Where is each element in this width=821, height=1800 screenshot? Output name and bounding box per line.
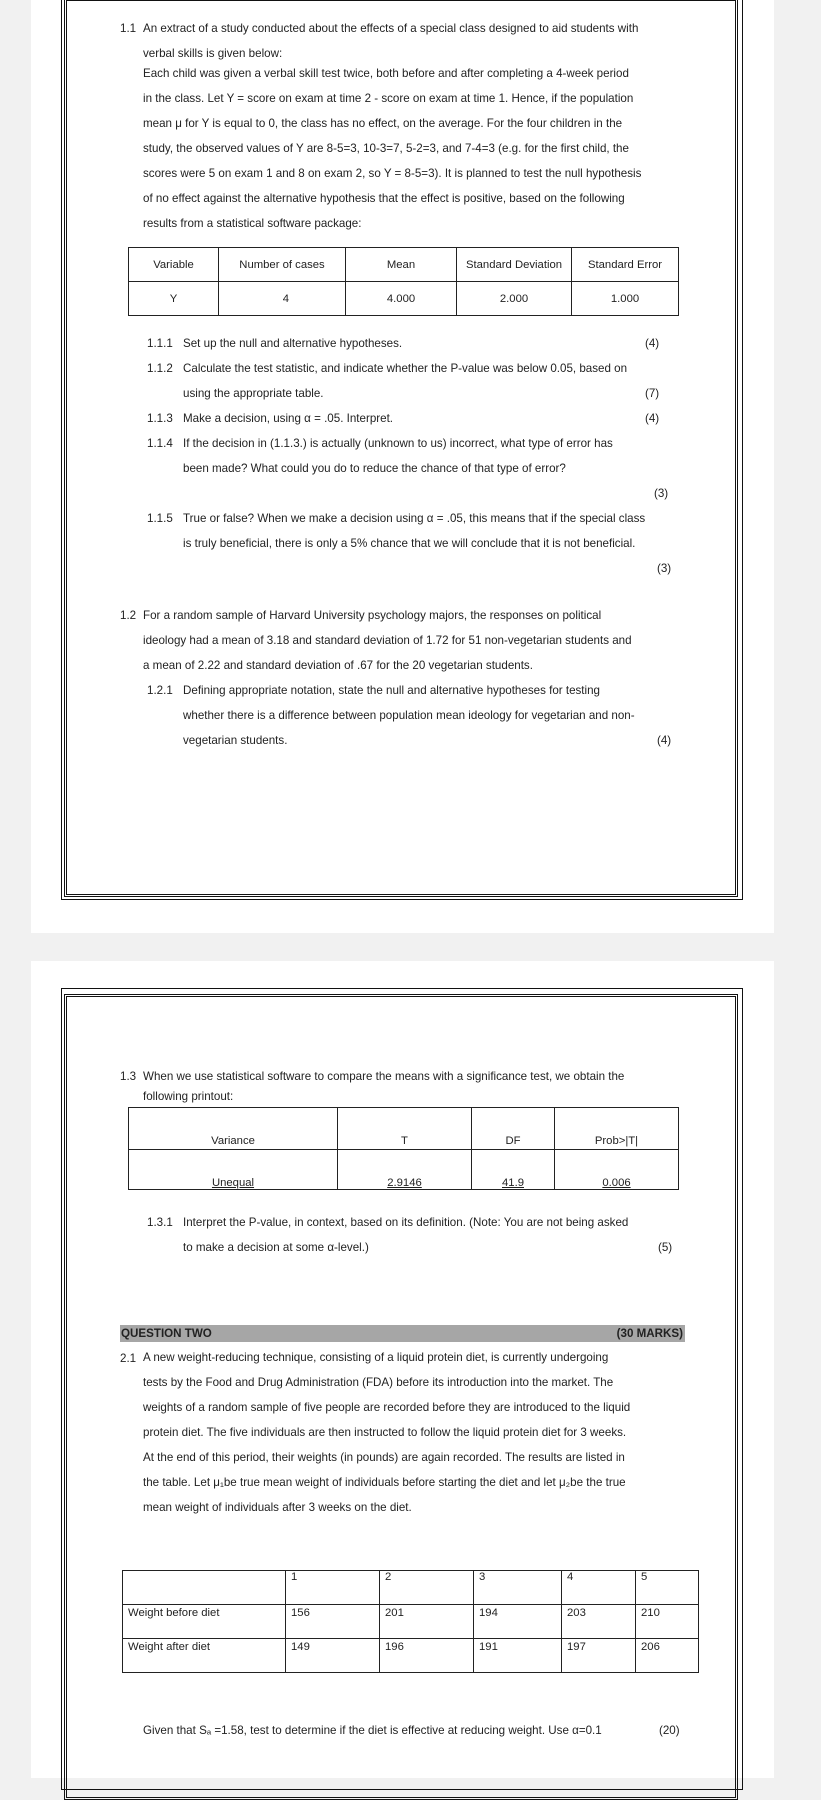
section-title: QUESTION TWO xyxy=(121,1327,212,1340)
marks-label: (5) xyxy=(658,1241,673,1254)
table-cell: 2.000 xyxy=(457,282,572,316)
printout-table xyxy=(128,1107,679,1190)
table-header: Prob>|T| xyxy=(555,1108,679,1150)
table-cell: 194 xyxy=(474,1605,562,1639)
marks-label: (4) xyxy=(645,412,660,425)
table-header: Variable xyxy=(129,248,219,282)
subquestion-text: vegetarian students. xyxy=(183,734,288,747)
table-corner xyxy=(123,1571,286,1605)
marks-label: (4) xyxy=(657,734,672,747)
table-header: Mean xyxy=(346,248,457,282)
table-header: Number of cases xyxy=(219,248,346,282)
table-header: DF xyxy=(472,1108,555,1150)
subquestion-number: 1.3.1 xyxy=(147,1216,173,1229)
table-header: 3 xyxy=(474,1571,562,1605)
table-cell: 149 xyxy=(286,1639,380,1673)
weights-table xyxy=(122,1570,699,1673)
subquestion-text: True or false? When we make a decision using α = .05, this means that if the special class xyxy=(183,512,646,525)
table-row xyxy=(129,282,679,316)
subquestion-text: Calculate the test statistic, and indicate whether the P-value was below 0.05, based on xyxy=(183,362,628,375)
table-header: 5 xyxy=(636,1571,699,1605)
document-page-2 xyxy=(31,961,774,1778)
subquestion-text: using the appropriate table. xyxy=(183,387,324,400)
table-header-row xyxy=(123,1571,699,1605)
summary-table xyxy=(128,247,679,316)
subquestion-number: 1.1.4 xyxy=(147,437,173,450)
question-paragraph: A new weight-reducing technique, consisting of a liquid protein diet, is currently undergoing tests by the Food and Drug Administration (FDA) before its introduction into the market. The weights of a random sample of five people are recorded before they are introduced to the liquid protein diet. The five individuals are then instructed to follow the liquid protein diet for 3 weeks. At the end of this period, their weights (in pounds) are again recorded. The results are listed in the table. Let μ₁be true mean weight of individuals before starting the diet and let μ₂be the true mean weight of individuals after 3 weeks on the diet. xyxy=(143,1351,631,1514)
question-number: 1.2 xyxy=(120,609,137,622)
table-row xyxy=(123,1605,699,1639)
question-number: 1.1 xyxy=(120,22,137,35)
subquestion-text: is truly beneficial, there is only a 5% chance that we will conclude that it is not beneficial. xyxy=(183,537,636,550)
table-cell: Unequal xyxy=(129,1150,338,1190)
table-cell: 0.006 xyxy=(555,1150,679,1190)
table-cell: 206 xyxy=(636,1639,699,1673)
question-text: verbal skills is given below: xyxy=(143,47,283,60)
subquestion-number: 1.1.2 xyxy=(147,362,173,375)
marks-label: (4) xyxy=(645,337,660,350)
subquestion-text: If the decision in (1.1.3.) is actually (unknown to us) incorrect, what type of error has xyxy=(183,437,613,450)
subquestion-number: 1.1.1 xyxy=(147,337,173,350)
table-header-row xyxy=(129,248,679,282)
table-cell: 4.000 xyxy=(346,282,457,316)
document-page-1 xyxy=(31,0,774,933)
subquestion-text: Defining appropriate notation, state the null and alternative hypotheses for testing xyxy=(183,684,601,697)
section-marks: (30 MARKS) xyxy=(616,1327,683,1340)
table-header-row xyxy=(129,1108,679,1150)
table-cell: 210 xyxy=(636,1605,699,1639)
marks-label: (20) xyxy=(659,1724,680,1737)
marks-label: (3) xyxy=(657,562,672,575)
table-cell: 191 xyxy=(474,1639,562,1673)
question-number: 1.3 xyxy=(120,1070,137,1083)
subquestion-number: 1.1.3 xyxy=(147,412,173,425)
table-cell: Y xyxy=(129,282,219,316)
table-header: 1 xyxy=(286,1571,380,1605)
subquestion-number: 1.2.1 xyxy=(147,684,173,697)
row-label: Weight before diet xyxy=(123,1605,286,1639)
marks-label: (7) xyxy=(645,387,660,400)
subquestion-number: 1.1.5 xyxy=(147,512,173,525)
subquestion-text: whether there is a difference between population mean ideology for vegetarian and non- xyxy=(183,709,635,722)
subquestion-text: Set up the null and alternative hypotheses. xyxy=(183,337,403,350)
table-header: Variance xyxy=(129,1108,338,1150)
question-text: An extract of a study conducted about the effects of a special class designed to aid students with xyxy=(143,22,639,35)
question-paragraph: Each child was given a verbal skill test twice, both before and after completing a 4-week period in the class. Let Y = score on exam at time 2 - score on exam at time 1. Hence, if the population mean μ for Y is equal to 0, the class has no effect, on the average. For the four children in the study, the observed values of Y are 8-5=3, 10-3=7, 5-2=3, and 7-4=3 (e.g. for the first child, the scores were 5 on exam 1 and 8 on exam 2, so Y = 8-5=3). It is planned to test the null hypothesis of no effect against the alternative hypothesis that the effect is positive, based on the following results from a statistical software package: xyxy=(143,67,642,230)
question-text: When we use statistical software to compare the means with a significance test, we obtain the xyxy=(143,1070,625,1083)
table-row xyxy=(123,1639,699,1673)
table-cell: 201 xyxy=(380,1605,474,1639)
table-row xyxy=(129,1150,679,1190)
marks-label: (3) xyxy=(654,487,669,500)
final-instruction: Given that Sₐ =1.58, test to determine if the diet is effective at reducing weight. Use α=0.1 xyxy=(143,1724,602,1737)
table-header: Standard Deviation xyxy=(457,248,572,282)
table-cell: 203 xyxy=(562,1605,636,1639)
table-cell: 41.9 xyxy=(472,1150,555,1190)
table-header: 2 xyxy=(380,1571,474,1605)
subquestion-text: Make a decision, using α = .05. Interpret. xyxy=(183,412,394,425)
question-number: 2.1 xyxy=(120,1352,137,1365)
question-text: For a random sample of Harvard University psychology majors, the responses on political xyxy=(143,609,602,622)
subquestion-text: Interpret the P-value, in context, based on its definition. (Note: You are not being asked xyxy=(183,1216,629,1229)
table-cell: 4 xyxy=(219,282,346,316)
table-cell: 197 xyxy=(562,1639,636,1673)
table-cell: 1.000 xyxy=(572,282,679,316)
table-header: Standard Error xyxy=(572,248,679,282)
table-cell: 196 xyxy=(380,1639,474,1673)
subquestion-text: to make a decision at some α-level.) xyxy=(183,1241,369,1254)
question-text: following printout: xyxy=(143,1090,234,1103)
section-header-bar xyxy=(120,1325,685,1342)
table-cell: 156 xyxy=(286,1605,380,1639)
table-header: 4 xyxy=(562,1571,636,1605)
table-header: T xyxy=(338,1108,472,1150)
question-text: a mean of 2.22 and standard deviation of .67 for the 20 vegetarian students. xyxy=(143,659,533,672)
question-text: ideology had a mean of 3.18 and standard deviation of 1.72 for 51 non-vegetarian students and xyxy=(143,634,632,647)
table-cell: 2.9146 xyxy=(338,1150,472,1190)
subquestion-text: been made? What could you do to reduce the chance of that type of error? xyxy=(183,462,566,475)
row-label: Weight after diet xyxy=(123,1639,286,1673)
